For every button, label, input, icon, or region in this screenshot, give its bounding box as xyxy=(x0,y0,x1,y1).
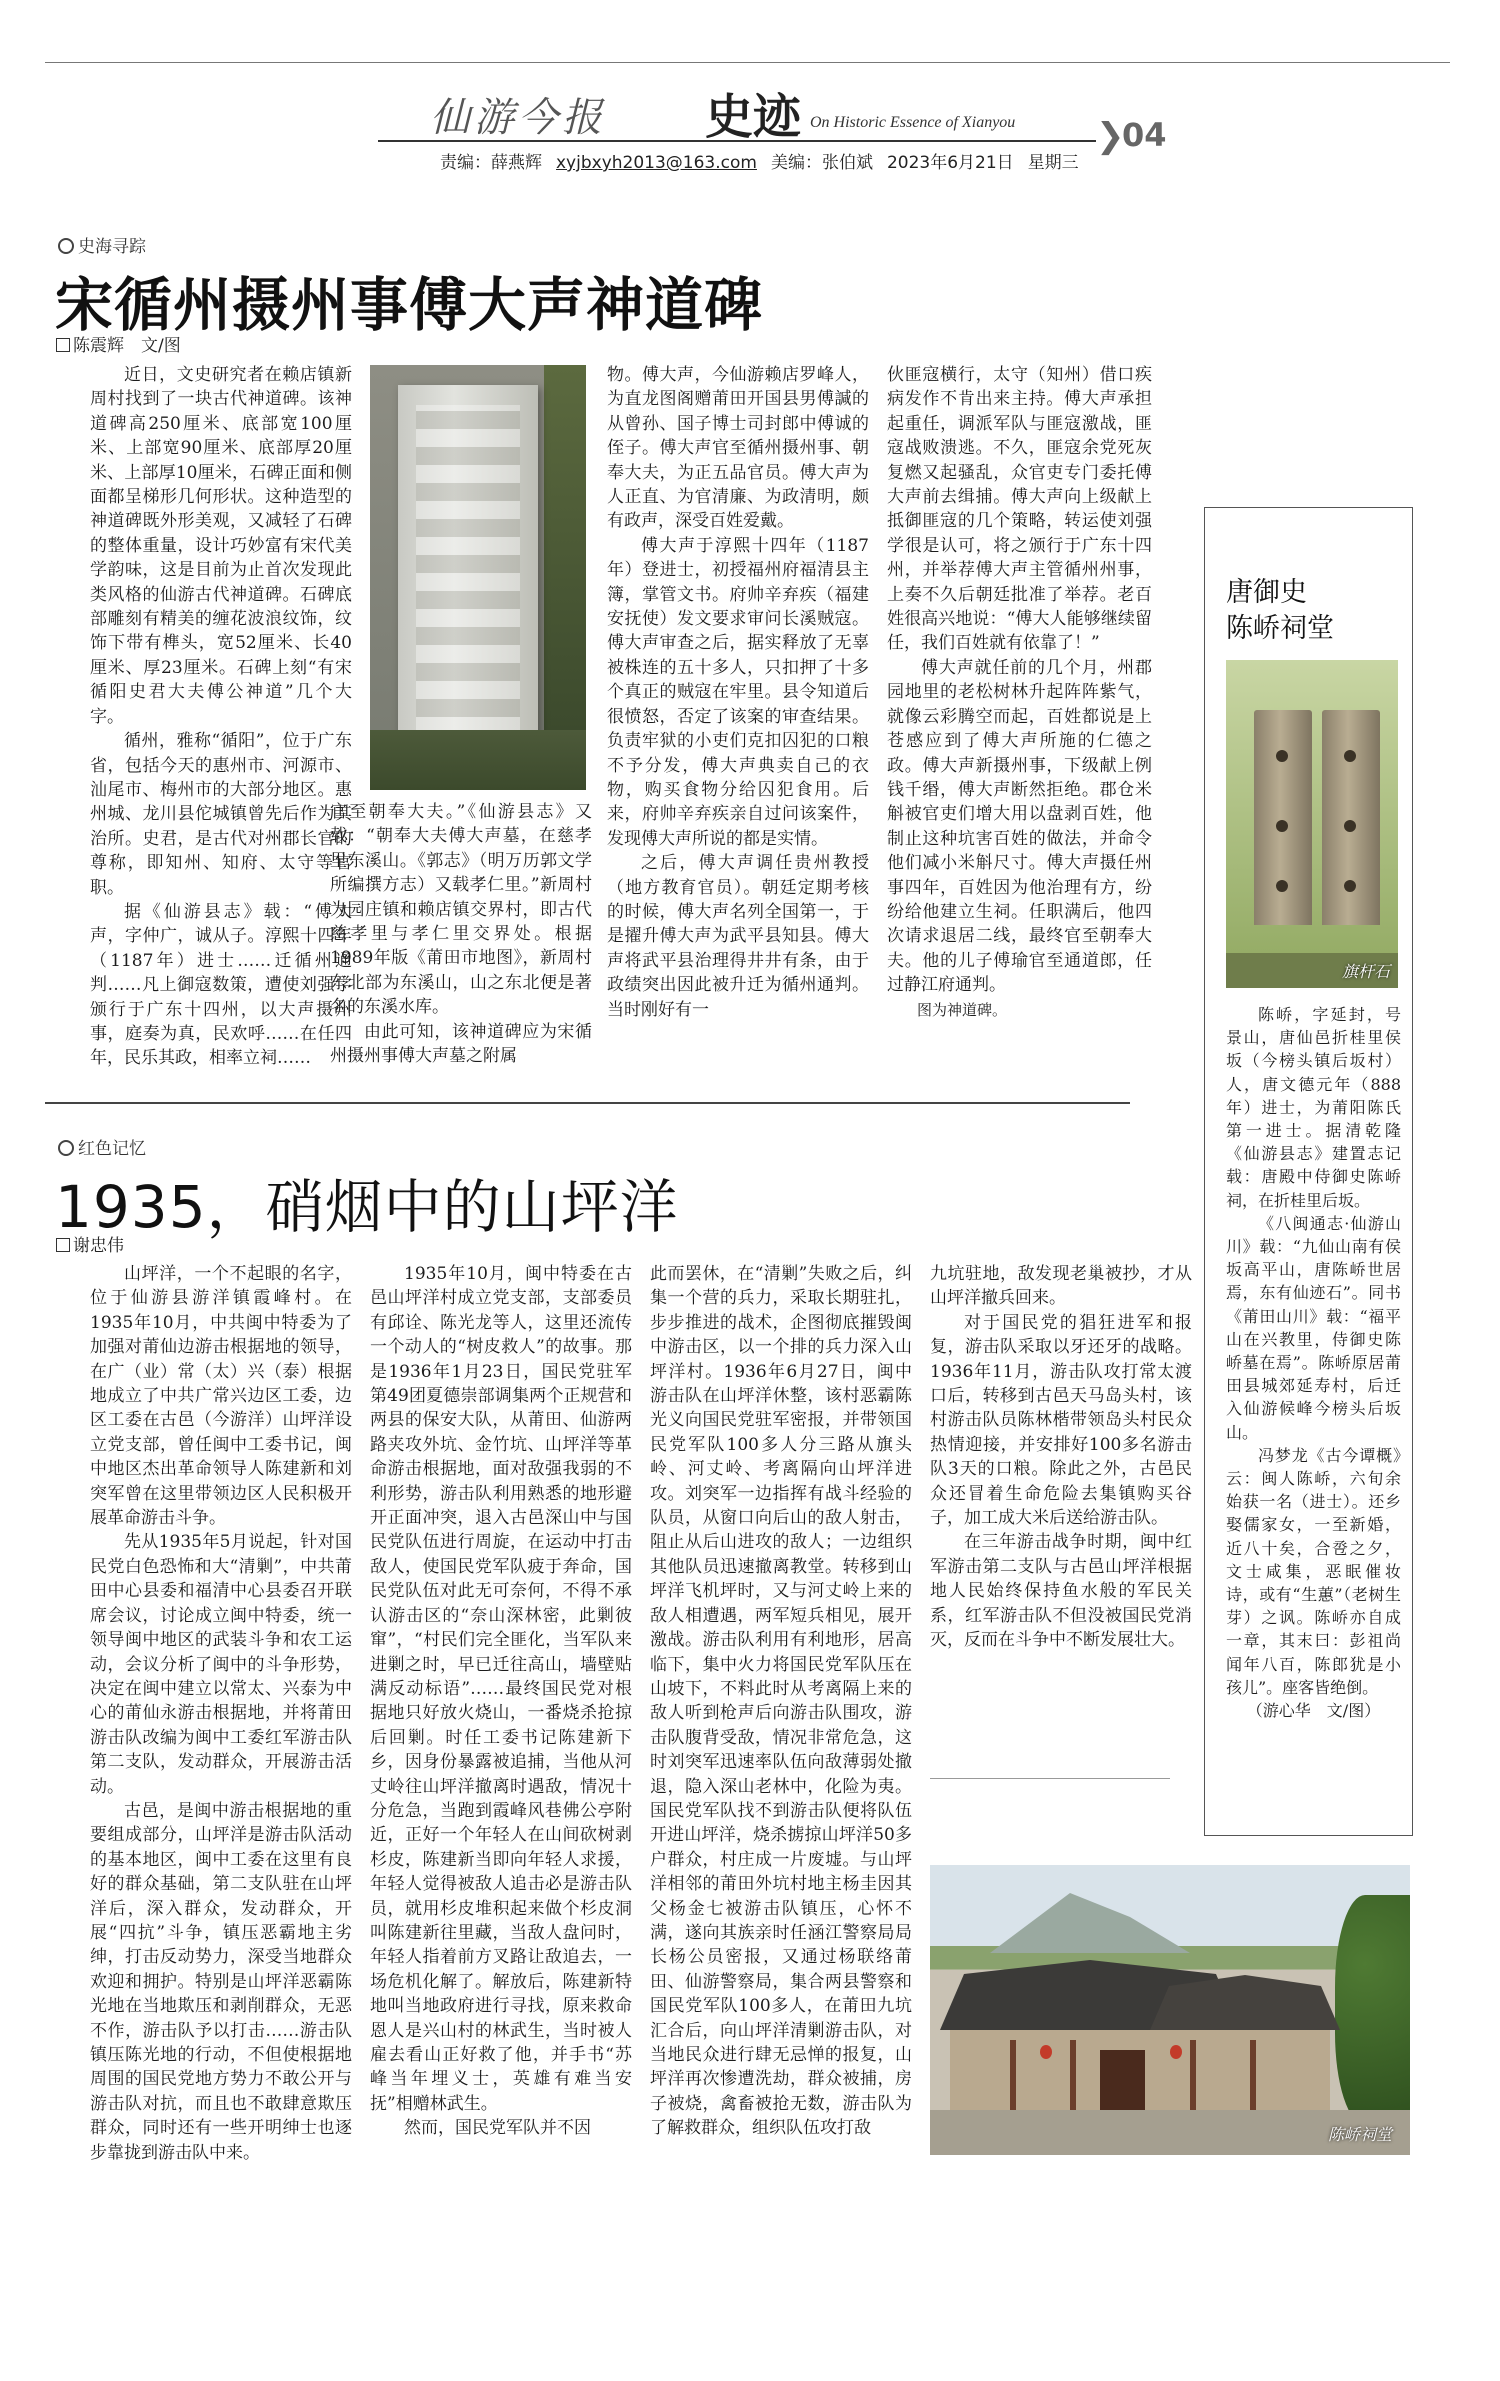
paragraph: 伙匪寇横行，太守（知州）借口疾病发作不肯出来主持。傅大声承担起重任，调派军队与匪寇激战，匪寇战败溃逃。不久，匪寇余党死灰复燃又起骚乱，众官吏专门委托傅大声前去缉捕。傅大声向上级献上抵御匪寇的几个策略，转运使刘强学很是认可，将之颁行于广东十四州，并举荐傅大声主管循州州事，上奏不久后朝廷批准了举荐。老百姓很高兴地说：“傅大人能够继续留任，我们百姓就有依靠了！” xyxy=(887,365,1152,654)
sidebar-title-line1: 唐御史 xyxy=(1226,577,1307,608)
kicker-circle-icon xyxy=(58,238,74,254)
paragraph: 在三年游击战争时期，闽中红军游击第二支队与古邑山坪洋根据地人民始终保持鱼水般的军民关系，红军游击队不但没被国民党消灭，反而在斗争中不断发展壮大。 xyxy=(930,1532,1192,1651)
article2-title: 1935，硝烟中的山坪洋 xyxy=(55,1173,679,1241)
paragraph: 之后，傅大声调任贵州教授（地方教育官员）。朝廷定期考核的时候，傅大声名列全国第一，于是擢升傅大声为武平县知县。傅大声将武平县治理得井井有条，由于政绩突出因此被升迁为循州通判。当时刚好有一 xyxy=(607,853,869,1020)
paragraph: 先从1935年5月说起，针对国民党白色恐怖和大“清剿”，中共莆田中心县委和福清中心县委召开联席会议，讨论成立闽中特委，统一领导闽中地区的武装斗争和农工运动，会议分析了闽中的斗争形势，决定在闽中建立以常太、兴泰为中心的莆仙永游击根据地，并将莆田游击队改编为闽中工委红军游击队第二支队，发动群众，开展游击活动。 xyxy=(90,1532,352,1797)
byline-box-icon xyxy=(56,1238,70,1252)
top-rule xyxy=(45,62,1450,63)
paragraph: 傅大声于淳熙十四年（1187年）登进士，初授福州府福清县主簿，掌管文书。府帅辛弃疾（福建安抚使）发文要求审问长溪贼寇。傅大声审查之后，据实释放了无辜被株连的五十多人，只扣押了十多个真正的贼寇在牢里。县令知道后很愤怒，否定了该案的审查结果。负责牢狱的小吏们克扣囚犯的口粮不予分发，傅大声典卖自己的衣物，购买食物分给囚犯食用。后来，府帅辛弃疾亲自过问该案件，发现傅大声所说的都是实情。 xyxy=(607,535,869,849)
section-divider xyxy=(45,1102,1130,1104)
paragraph: 此而罢休，在“清剿”失败之后，纠集一个营的兵力，采取长期驻扎，步步推进的战术，企图彻底摧毁闽中游击区，以一个排的兵力深入山坪洋村。1936年6月27日，闽中游击队在山坪洋休整，该村恶霸陈光义向国民党驻军密报，并带领国民党军队100多人分三路从旗头岭、河丈岭、考离隔向山坪洋进攻。刘突军一边指挥有战斗经验的队员，从窗口向后山的敌人射击，阻止从后山进攻的敌人；一边组织其他队员迅速撤离教堂。转移到山坪洋飞机坪时，又与河丈岭上来的敌人相遭遇，两军短兵相见，展开激战。游击队利用有利地形，居高临下，集中火力将国民党军队压在山坡下，不料此时从考离隔上来的敌人听到枪声后向游击队围攻，游击队腹背受敌，情况非常危急，这时刘突军迅速率队伍向敌薄弱处撤退，隐入深山老林中，化险为夷。国民党军队找不到游击队便将队伍开进山坪洋，烧杀掳掠山坪洋50多户群众，村庄成一片废墟。与山坪洋相邻的莆田外坑村地主杨圭因其父杨金七被游击队镇压，心怀不满，遂向其族亲时任涵江警察局局长杨公员密报，又通过杨联络莆田、仙游警察局，集合两县警察和国民党军队100多人，在莆田九坑汇合后，向山坪洋清剿游击队，对当地民众进行肆无忌惮的报复，山坪洋再次惨遭洗劫，群众被捕，房子被烧，禽畜被抢无数，游击队为了解救群众，组织队伍攻打敌 xyxy=(650,1264,912,2139)
paragraph: 《八闽通志·仙游山川》载：“九仙山南有侯坂高平山，唐陈峤世居焉，东有仙迹石”。同书《莆田山川》载：“福平山在兴教里，侍御史陈峤墓在焉”。陈峤原居莆田县城郊延寿村，后迁入仙游候峰今榜头后坂山。 xyxy=(1226,1213,1401,1442)
flagpole-stone xyxy=(1322,710,1380,925)
sidebar-title-line2: 陈峤祠堂 xyxy=(1226,613,1334,644)
temple-photo xyxy=(930,1865,1410,2155)
temple-tree xyxy=(1335,1895,1410,2125)
photo-caption: 图为神道碑。 xyxy=(917,1000,1008,1019)
paragraph: 对于国民党的猖狂进军和报复，游击队采取以牙还牙的战略。1936年11月，游击队攻打常太渡口后，转移到古邑天马岛头村，该村游击队员陈林楷带领岛头村民众热情迎接，并安排好100多名游击队3天的口粮。除此之外，古邑民众还冒着生命危险去集镇购买谷子，加工成大米后送给游击队。 xyxy=(930,1312,1192,1529)
article2-col3 xyxy=(650,1262,912,2141)
masthead-brand: 仙游今报 xyxy=(430,95,606,141)
masthead-column: 史迹 xyxy=(705,89,802,145)
paragraph: 循州，雅称“循阳”，位于广东省，包括今天的惠州市、河源市、汕尾市、梅州市的大部分地区。惠州城、龙川县佗城镇曾先后作为其治所。史君，是古代对州郡长官的尊称，即知州、知府、太守等官职。 xyxy=(90,731,352,898)
paragraph: 物。傅大声，今仙游赖店罗峰人，为直龙图阁赠莆田开国县男傅諴的从曾孙、国子博士司封郎中傅诚的侄子。傅大声官至循州摄州事、朝奉大夫，为正五品官员。傅大声为人正直、为官清廉、为政清明，颇有政声，深受百姓爱戴。 xyxy=(607,365,869,532)
flagpole-photo-caption: 旗杆石 xyxy=(1341,962,1390,981)
paragraph: 傅大声就任前的几个月，州郡园地里的老松树林升起阵阵紫气，就像云彩腾空而起，百姓都说是上苍感应到了傅大声所施的仁德之政。傅大声新摄州事，下级献上例钱千缗，傅大声断然拒绝。郡仓米斛被官吏们增大用以盘剥百姓，他制止这种坑害百姓的做法，并命令他们减小米斛尺寸。傅大声摄任州事四年，百姓因为他治理有方，纷纷给他建立生祠。任职满后，他四次请求退居二线，最终官至朝奉大夫。他的儿子傅瑜官至通道郎，任过静江府通判。 xyxy=(887,657,1152,996)
editor: 责编：薛燕辉 xyxy=(440,153,542,173)
article1-kicker-text: 史海寻踪 xyxy=(78,237,146,257)
article1-kicker xyxy=(58,232,146,257)
stele-ground xyxy=(370,730,586,790)
stele-foliage xyxy=(544,365,586,790)
page-arrow-icon: ❯ xyxy=(1096,116,1125,156)
masthead-column-en: On Historic Essence of Xianyou xyxy=(810,114,1016,131)
article2-byline-text: 谢忠伟 xyxy=(73,1236,124,1256)
issue-date: 2023年6月21日 xyxy=(886,153,1014,173)
paragraph: 据《仙游县志》载：“傅大声，字仲广，诚从子。淳熙十四年（1187年）进士……迁循州通判……凡上御寇数策，遭使刘强学颁行于广东十四州，以大声摄州事，庭奏为真，民欢呼……在任四年，民乐其政，相率立祠…… xyxy=(90,901,352,1069)
article1-byline xyxy=(56,331,181,356)
article1-title: 宋循州摄州事傅大声神道碑 xyxy=(55,271,764,339)
paragraph: 古邑，是闽中游击根据地的重要组成部分，山坪洋是游击队活动的基本地区，闽中工委在这里有良好的群众基础，第二支队驻在山坪洋后，深入群众，发动群众，开展“四抗”斗争，镇压恶霸地主劣绅，打击反动势力，深受当地群众欢迎和拥护。特别是山坪洋恶霸陈光地在当地欺压和剥削群众，无恶不作，游击队予以打击……游击队镇压陈光地的行动，不但使根据地周围的国民党地方势力不敢公开与游击队对抗，而且也不敢肆意欺压群众，同时还有一些开明绅士也逐步靠拢到游击队中来。 xyxy=(90,1800,352,2163)
paragraph: 九坑驻地，敌发现老巢被抄，才从山坪洋撤兵回来。 xyxy=(930,1264,1192,1309)
article1-col1 xyxy=(90,363,352,1071)
masthead-rule xyxy=(378,140,1096,142)
sidebar-title xyxy=(1226,575,1334,647)
temple-photo-caption: 陈峤祠堂 xyxy=(1327,2125,1392,2144)
paragraph: 近日，文史研究者在赖店镇新周村找到了一块古代神道碑。该神道碑高250厘米、底部宽100厘米、上部宽90厘米、底部厚20厘米、上部厚10厘米，石碑正面和侧面都呈梯形几何形状。这种造型的神道碑既外形美观，又减轻了石碑的整体重量，设计巧妙富有宋代美学韵味，这是目前为止首次发现此类风格的仙游古代神道碑。石碑底部雕刻有精美的缠花波浪纹饰，纹饰下带有榫头，宽52厘米、长40厘米、厚23厘米。石碑上刻“有宋循阳史君大夫傅公神道”几个大字。 xyxy=(90,365,352,727)
article2-col2 xyxy=(370,1262,632,2141)
flagpole-stones-photo xyxy=(1226,660,1398,988)
stele-stone xyxy=(398,385,538,765)
paragraph: 陈峤，字延封，号景山，唐仙邑折桂里侯坂（今榜头镇后坂村）人，唐文德元年（888年）进士，为莆阳陈氏第一进士。据清乾隆《仙游县志》建置志记载：唐殿中侍御史陈峤祠，在折桂里后坂。 xyxy=(1226,1005,1401,1210)
editor-email[interactable]: xyjbxyh2013@163.com xyxy=(556,153,757,173)
sidebar-text xyxy=(1226,1003,1401,1722)
article2-byline xyxy=(56,1231,124,1256)
paragraph: 冯梦龙《古今谭概》云：闽人陈峤，六旬余始获一名（进士）。还乡娶儒家女，一至新婚，近八十矣，合卺之夕，文士咸集，恶眠催妆诗，或有“生蕙”（老树生芽）之讽。陈峤亦自成一章，其末曰：彭祖尚闻年八百，陈郎犹是小孩儿”。座客皆绝倒。 xyxy=(1226,1445,1401,1697)
sidebar-credit: （游心华 文/图） xyxy=(1246,1701,1381,1721)
kicker-circle-icon xyxy=(58,1140,74,1156)
article1-col2 xyxy=(330,800,592,1068)
lantern xyxy=(1170,2045,1182,2059)
article2-col4 xyxy=(930,1262,1192,1653)
article2-kicker xyxy=(58,1134,146,1159)
article1-col3 xyxy=(607,363,869,1022)
masthead-info xyxy=(440,148,1093,173)
article2-col1 xyxy=(90,1262,352,2165)
column-end-rule xyxy=(930,1778,1170,1779)
article2-kicker-text: 红色记忆 xyxy=(78,1139,146,1159)
paragraph: 官至朝奉大夫。”《仙游县志》又载：“朝奉大夫傅大声墓，在慈孝里东溪山。《郭志》（明万历郭文学所编撰方志）又载孝仁里。”新周村为园庄镇和赖店镇交界村，即古代慈孝里与孝仁里交界处。根据1989年版《莆田市地图》，新周村东北部为东溪山，山之东北便是著名的东溪水库。 xyxy=(330,802,592,1018)
stele-photo xyxy=(370,365,586,790)
paragraph: 然而，国民党军队并不因 xyxy=(404,2118,591,2139)
temple-mountain xyxy=(990,1893,1190,1953)
article1-col4 xyxy=(887,363,1152,1022)
paragraph: 1935年10月，闽中特委在古邑山坪洋村成立党支部，支部委员有邱诠、陈光龙等人，这里还流传一个动人的“树皮救人”的故事。那是1936年1月23日，国民党驻军第49团夏德崇部调集两个正规营和两县的保安大队，从莆田、仙游两路夹攻外坑、金竹坑、山坪洋等革命游击根据地，面对敌强我弱的不利形势，游击队利用熟悉的地形避开正面冲突，退入古邑深山中与国民党队伍进行周旋，在运动中打击敌人，使国民党军队疲于奔命，国民党队伍对此无可奈何，不得不承认游击区的“奈山深林密，此剿彼窜”，“村民们完全匪化，当军队来进剿之时，早已迁往高山，墙壁贴满反动标语”……最终国民党对根据地只好放火烧山，一番烧杀抢掠后回剿。时任工委书记陈建新下乡，因身份暴露被追捕，当他从河丈岭往山坪洋撤离时遇敌，情况十分危急，当跑到霞峰风巷佛公亭附近，正好一个年轻人在山间砍树剥杉皮，陈建新当即向年轻人求援，年轻人觉得被敌人追击必是游击队员，就用杉皮堆积起来做个杉皮洞叫陈建新往里藏，当敌人盘问时，年轻人指着前方叉路让敌追去，一场危机化解了。解放后，陈建新特地叫当地政府进行寻找，原来救命恩人是兴山村的林武生，当时被人雇去看山正好救了他，并手书“苏峰当年埋义士，英雄有难当安抚”相赠林武生。 xyxy=(370,1264,632,2114)
paragraph: 山坪洋，一个不起眼的名字，位于仙游县游洋镇霞峰村。在1935年10月，中共闽中特委为了加强对莆仙边游击根据地的领导，在广（业）常（太）兴（泰）根据地成立了中共广常兴边区工委，边区工委在古邑（今游洋）山坪洋设立党支部，曾任闽中工委书记，闽中地区杰出革命领导人陈建新和刘突军曾在这里带领边区人民积极开展革命游击斗争。 xyxy=(90,1264,352,1529)
byline-box-icon xyxy=(56,338,70,352)
paragraph: 由此可知，该神道碑应为宋循州摄州事傅大声墓之附属 xyxy=(330,1021,592,1067)
designer: 美编：张伯斌 xyxy=(770,153,873,173)
article1-byline-text: 陈震辉 文/图 xyxy=(73,336,181,356)
page-number: 04 xyxy=(1122,116,1167,154)
lantern xyxy=(1040,2045,1052,2059)
flagpole-stone xyxy=(1254,710,1312,925)
issue-weekday: 星期三 xyxy=(1027,153,1079,173)
